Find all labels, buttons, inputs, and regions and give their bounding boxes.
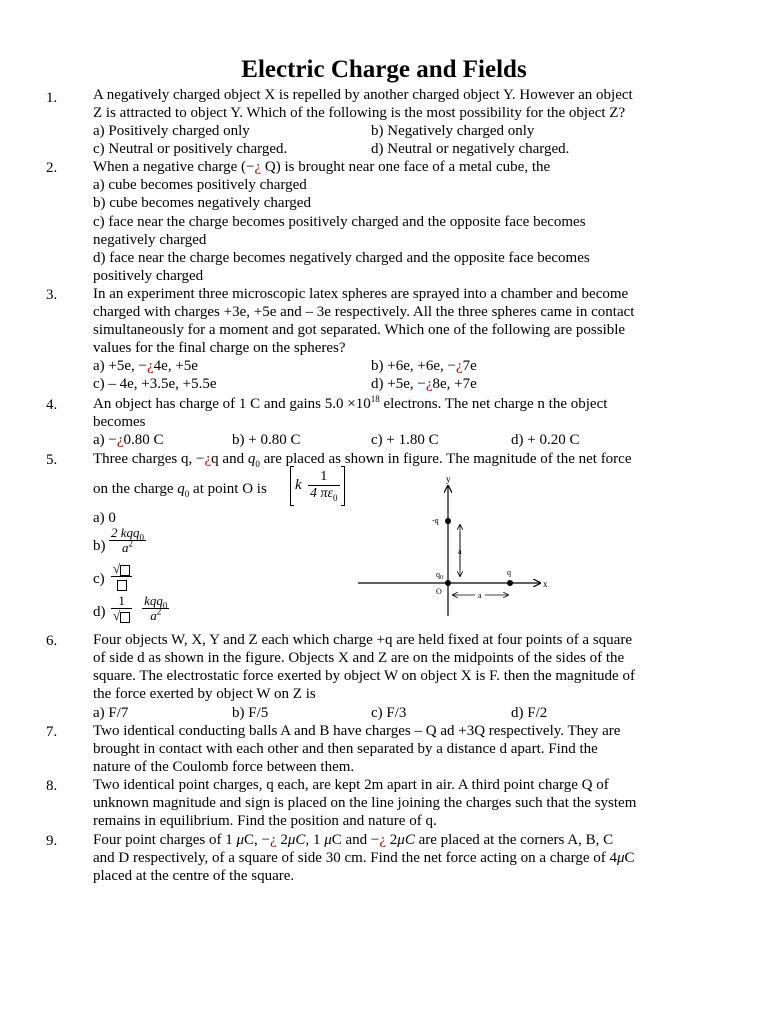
question-number: 4. [46,397,58,413]
charge-q [507,580,513,586]
question-text: Two identical point charges, q each, are kept 2m apart in air. A third point charge Q of [93,777,609,793]
option-c: c) face near the charge becomes positively charged and the opposite face becomes [93,214,586,230]
option-a: a) −¿0.80 C [93,432,164,448]
question-text: placed at the centre of the square. [93,868,295,884]
option-d: d) + 0.20 C [511,432,580,448]
label-a-vertical: a [458,547,462,556]
option-c-cont: negatively charged [93,232,207,248]
bracket-expression: k $\frac{1}{4 \pi\varepsilon_0}$ [290,466,345,506]
question-number: 7. [46,724,58,740]
option-c-fraction: √ [111,562,132,591]
option-a: a) +5e, −¿4e, +5e [93,358,198,374]
question-text: charged with charges +3e, +5e and – 3e respectively. All the three spheres came in contact [93,304,635,320]
question-text: Four objects W, X, Y and Z each which charge +q are held fixed at four points of a square [93,632,632,648]
question-number: 3. [46,287,58,303]
option-d-fraction: $\frac{1}{√}$ $\frac{kqq_0}{a^2}$ [113,593,168,623]
option-b: b) + 0.80 C [232,432,301,448]
question-text: nature of the Coulomb force between them. [93,759,355,775]
charges-figure [350,470,565,620]
option-b: b) Negatively charged only [371,123,535,139]
question-text: square. The electrostatic force exerted by object W on object X is F. then the magnitude of [93,668,635,684]
charge-q0 [445,580,451,586]
option-d: d) +5e, −¿8e, +7e [371,376,477,392]
option-b-label: b) [93,538,106,554]
option-b: b) F/5 [232,705,269,721]
option-b-fraction: $\frac{2 kqq_0}{a^2}$ [111,525,145,555]
option-d-cont: positively charged [93,268,204,284]
question-text: remains in equilibrium. Find the position and nature of q. [93,813,437,829]
question-text: An object has charge of 1 C and gains $5.0 \times 10^{18}$ electrons. The net charge n the object [93,394,608,412]
option-c: c) + 1.80 C [371,432,439,448]
question-text: values for the final charge on the spheres? [93,340,346,356]
question-text: Three charges q, −¿q and $q_0$ are placed as shown in figure. The magnitude of the net force [93,451,632,469]
question-number: 8. [46,778,58,794]
question-text: In an experiment three microscopic latex spheres are sprayed into a chamber and become [93,286,629,302]
option-c: c) – 4e, +3.5e, +5.5e [93,376,217,392]
x-axis-label: x [543,579,548,589]
option-d: d) face near the charge becomes negatively charged and the opposite face becomes [93,250,590,266]
option-c-label: c) [93,571,105,587]
option-c: c) F/3 [371,705,407,721]
question-text: A negatively charged object X is repelled by another charged object Y. However an object [93,87,633,103]
option-d: d) F/2 [511,705,548,721]
option-b: b) cube becomes negatively charged [93,195,311,211]
question-text: Two identical conducting balls A and B have charges – Q ad +3Q respectively. They are [93,723,621,739]
label-a-horizontal: a [478,591,482,600]
option-b: b) +6e, +6e, −¿7e [371,358,477,374]
option-c: c) Neutral or positively charged. [93,141,288,157]
page-title: Electric Charge and Fields [241,56,527,83]
option-d-label: d) [93,604,106,620]
question-text: and D respectively, of a square of side 30 cm. Find the net force acting on a charge of 4μC [93,850,635,866]
option-a: a) cube becomes positively charged [93,177,307,193]
label-neg-q: -q [432,516,439,525]
question-text: When a negative charge (−¿ Q) is brought near one face of a metal cube, the [93,159,551,175]
y-axis-label: y [446,474,451,484]
question-number: 2. [46,160,58,176]
question-number: 1. [46,90,58,106]
charge-neg-q [445,518,451,524]
question-text: brought in contact with each other and then separated by a distance d apart. Find the [93,741,598,757]
question-number: 6. [46,633,58,649]
option-d: d) Neutral or negatively charged. [371,141,570,157]
question-text: of side d as shown in the figure. Objects X and Z are on the midpoints of the sides of the [93,650,625,666]
question-text: unknown magnitude and sign is placed on the line joining the charges such that the system [93,795,637,811]
option-a: a) F/7 [93,705,129,721]
question-number: 9. [46,833,58,849]
question-number: 5. [46,452,58,468]
question-text: Z is attracted to object Y. Which of the following is the most possibility for the object Z? [93,105,626,121]
label-q0: $q_0$ [436,570,443,581]
question-text: simultaneously for a moment and got separated. Which one of the following are possible [93,322,626,338]
question-text: on the charge $q_0$ at point O is [93,481,267,499]
question-text: the force exerted by object W on Z is [93,686,316,702]
option-a: a) 0 [93,510,116,526]
question-text: becomes [93,414,146,430]
label-origin: O [436,587,442,596]
option-a: a) Positively charged only [93,123,250,139]
question-text: Four point charges of 1 μC, −¿ 2μC, 1 μC and −¿ 2μC are placed at the corners A, B, C [93,832,614,848]
label-q: q [507,568,511,577]
